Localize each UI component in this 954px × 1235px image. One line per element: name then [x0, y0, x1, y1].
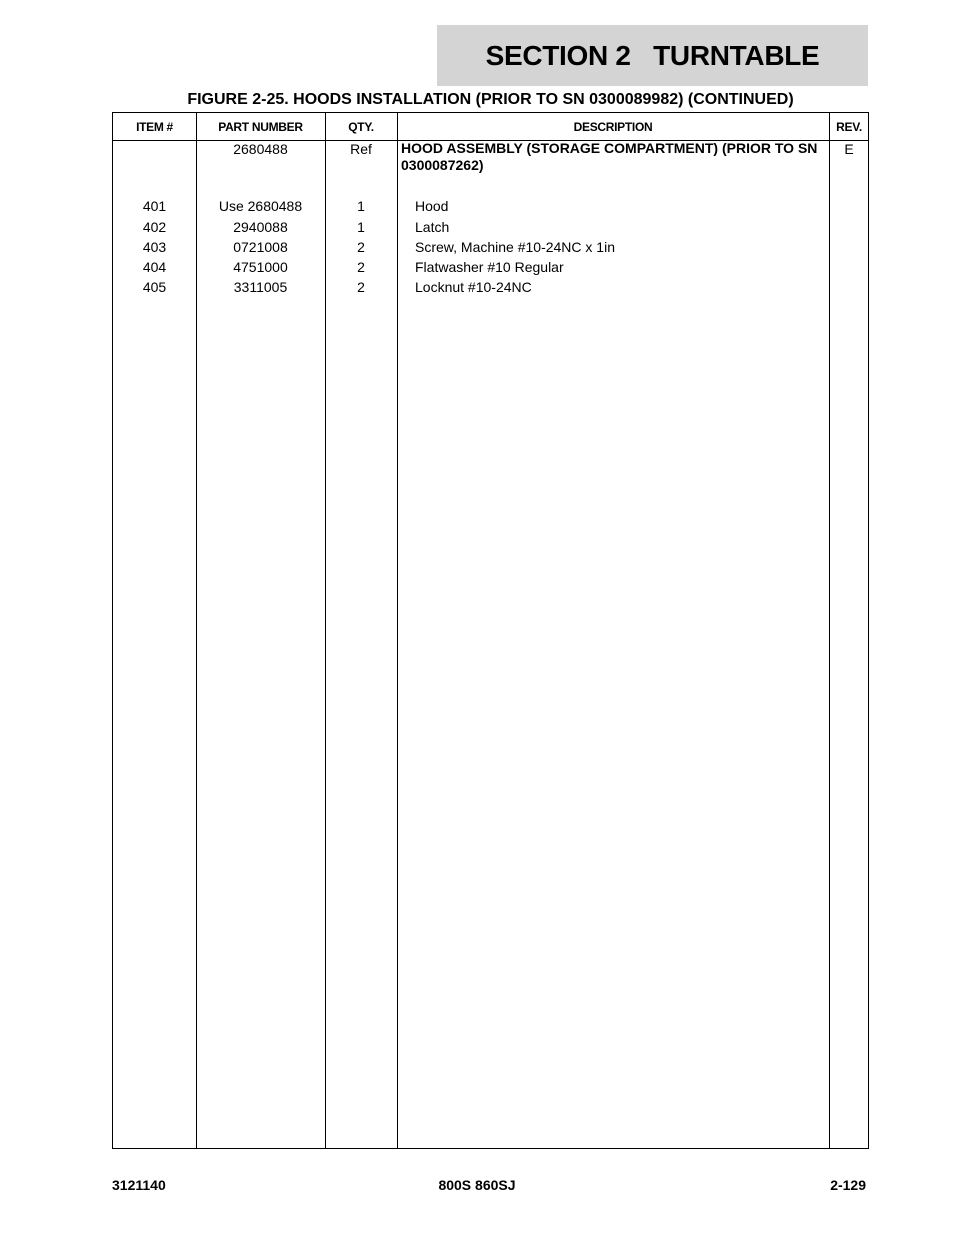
- row-item: 404: [142, 259, 167, 275]
- assembly-description: HOOD ASSEMBLY (STORAGE COMPARTMENT) (PRIOR TO SN 0300087262): [401, 140, 818, 173]
- row-qty: 1: [357, 198, 365, 214]
- row-item: 403: [142, 239, 167, 255]
- row-part-number: 4751000: [233, 259, 288, 275]
- row-description: Flatwasher #10 Regular: [415, 259, 564, 275]
- row-item: 401: [142, 198, 167, 214]
- assembly-qty: Ref: [350, 141, 372, 157]
- header-part-number: PART NUMBER: [218, 119, 303, 134]
- header-description: DESCRIPTION: [573, 119, 653, 134]
- column-divider: [397, 113, 398, 1148]
- row-part-number: 0721008: [233, 239, 288, 255]
- row-item: 402: [142, 219, 167, 235]
- figure-title: FIGURE 2-25. HOODS INSTALLATION (PRIOR TO SN 0300089982) (CONTINUED): [187, 91, 794, 108]
- column-divider: [829, 113, 830, 1148]
- footer-page-number: 2-129: [830, 1177, 866, 1193]
- assembly-part-number: 2680488: [233, 141, 288, 157]
- row-description: Locknut #10-24NC: [415, 279, 532, 295]
- row-part-number: 2940088: [233, 219, 288, 235]
- header-item: ITEM #: [136, 119, 173, 134]
- row-qty: 2: [357, 239, 365, 255]
- row-description: Hood: [415, 198, 449, 214]
- row-qty: 1: [357, 219, 365, 235]
- row-description: Latch: [415, 219, 450, 235]
- footer-model: 800S 860SJ: [438, 1177, 516, 1193]
- header-rev: REV.: [836, 119, 862, 134]
- header-qty: QTY.: [348, 119, 374, 134]
- row-qty: 2: [357, 279, 365, 295]
- footer-document-number: 3121140: [112, 1177, 166, 1193]
- parts-table: [112, 112, 869, 1149]
- row-part-number: 3311005: [233, 279, 288, 295]
- row-part-number: Use 2680488: [218, 198, 303, 214]
- row-item: 405: [142, 279, 167, 295]
- assembly-rev: E: [844, 141, 854, 157]
- section-banner: SECTION 2 TURNTABLE: [437, 25, 868, 86]
- row-qty: 2: [357, 259, 365, 275]
- row-description: Screw, Machine #10-24NC x 1in: [415, 239, 615, 255]
